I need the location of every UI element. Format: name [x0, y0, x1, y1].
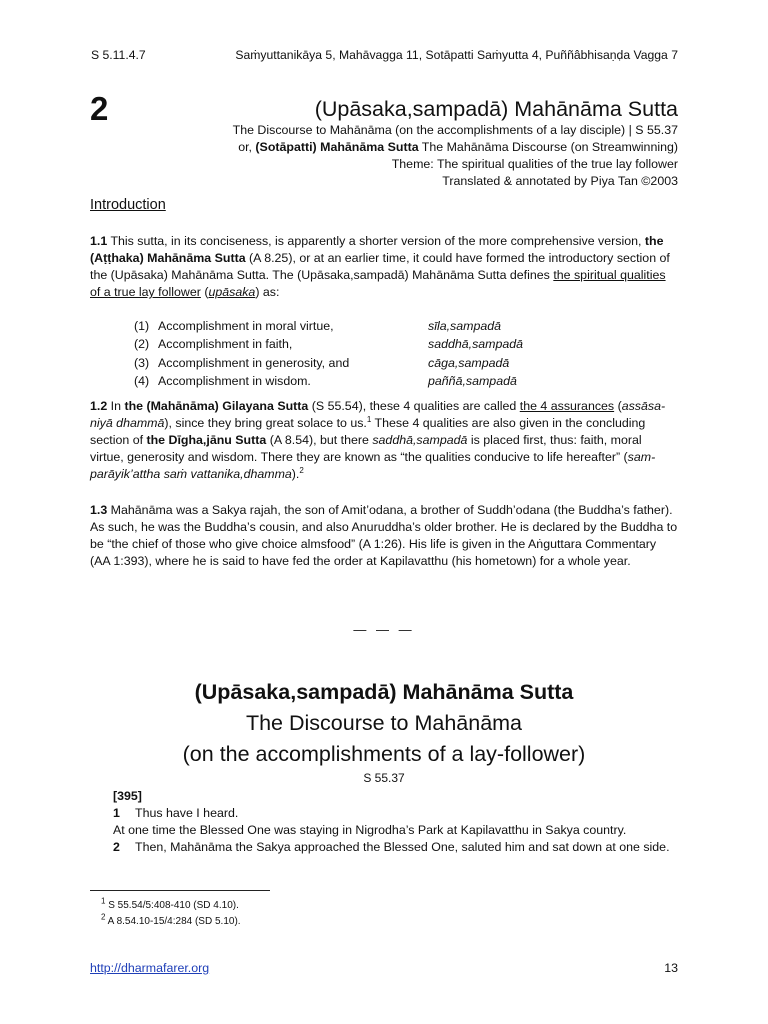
list-text: Accomplishment in wisdom.: [158, 374, 311, 389]
text-run: This sutta, in its conciseness, is apparently a shorter version of the more comprehensive version,: [107, 234, 645, 248]
paragraph-1-1: [90, 233, 678, 301]
footnote-rule: [90, 890, 270, 891]
footnote-1: [101, 896, 239, 912]
text-run: (A 8.25), or at an earlier time, it could have formed the introductory section of the (Upāsaka) Mahānāma Sutta. The (Upāsaka,sampadā) Mahānāma Sutta defines: [90, 251, 670, 282]
list-item: [134, 317, 554, 335]
verse-number: 2: [113, 840, 120, 854]
list-item: [134, 372, 554, 390]
verse-2: [113, 839, 693, 856]
list-pali: cāga,sampadā: [428, 355, 510, 370]
text-run: (: [614, 399, 622, 413]
text-run: (S 55.54), these 4 qualities are called: [308, 399, 520, 413]
alt-title: (Sotāpatti) Mahānāma Sutta: [255, 140, 419, 154]
page-title: (Upāsaka,sampadā) Mahānāma Sutta: [314, 97, 678, 121]
section-heading-introduction: Introduction: [90, 197, 166, 213]
subtitle-line-1: The Discourse to Mahānāma (on the accomplishments of a lay disciple) | S 55.37: [232, 123, 678, 137]
list-text: Accomplishment in generosity, and: [158, 355, 350, 370]
list-item: [134, 335, 554, 353]
pali-term: sam-parāyik’attha saṁ vattanika,dhamma: [90, 450, 656, 481]
header-reference: S 5.11.4.7: [91, 48, 146, 62]
pali-term: assāsa-niyā dhammā: [90, 399, 666, 430]
emphasis-underline: the spiritual qualities of a true lay follower: [90, 268, 666, 299]
chapter-number: 2: [90, 90, 109, 127]
verse-text: Thus have I heard.: [135, 806, 239, 820]
list-number: (2): [134, 337, 150, 352]
list-text: Accomplishment in moral virtue,: [158, 319, 334, 333]
footnote-mark: 1: [101, 896, 106, 906]
text-run: In: [107, 399, 125, 413]
translation-subtitle-2: (on the accomplishments of a lay-follower): [182, 742, 586, 766]
subtitle-line-2-prefix: or,: [238, 140, 256, 154]
translation-subtitle: The Discourse to Mahānāma: [245, 711, 523, 735]
list-number: (3): [134, 355, 150, 370]
para-number: 1.3: [90, 503, 108, 517]
page-header: [91, 48, 678, 64]
para-number: 1.1: [90, 234, 108, 248]
list-pali: paññā,sampadā: [428, 374, 517, 389]
list-item: [134, 354, 554, 372]
footnote-ref-1[interactable]: 1: [366, 414, 372, 424]
text-run: is placed first, thus: faith, moral virtue, generosity and wisdom. There they are known as “the qualities conducive to life hereafter” (: [90, 433, 642, 464]
verse-number: 1: [113, 806, 120, 820]
page-marker: [395]: [113, 789, 142, 803]
verse-1: [113, 805, 693, 822]
section-divider: — — —: [353, 622, 415, 637]
footnote-ref-2[interactable]: 2: [299, 465, 304, 475]
verse-text: Then, Mahānāma the Sakya approached the Blessed One, saluted him and sat down at one side.: [135, 840, 670, 854]
footnote-mark: 2: [101, 912, 106, 922]
text-run: ), since they bring great solace to us.: [164, 416, 367, 430]
text-run: ).: [291, 467, 300, 481]
text-run: Mahānāma was a Sakya rajah, the son of Amit’odana, a brother of Suddh’odana (the Buddha’s father). As such, he was the Buddha’s cousin, and also Anuruddha’s older brother. He is declared by the Buddha to be “the chief of those who give choice almsfood” (A 1:26). His life is given in the Aṅguttara Commentary (AA 1:393), where he is said to have fed the order at Kapilavatthu (his hometown) for a whole year.: [90, 503, 678, 568]
text-run: These 4 qualities are also given in the concluding section of: [90, 416, 646, 447]
paragraph-1-3: [90, 502, 678, 570]
list-number: (4): [134, 374, 150, 389]
translation-reference: S 55.37: [363, 771, 405, 785]
translation-title: (Upāsaka,sampadā) Mahānāma Sutta: [194, 680, 574, 704]
sutta-name: the (Mahānāma) Gilayana Sutta: [124, 399, 309, 413]
sutta-name: the (Aṭṭhaka) Mahānāma Sutta: [90, 234, 664, 265]
theme-line: Theme: The spiritual qualities of the true lay follower: [391, 157, 678, 171]
footnote-text: S 55.54/5:408-410 (SD 4.10).: [105, 900, 239, 911]
footer-link[interactable]: http://dharmafarer.org: [90, 961, 210, 975]
list-number: (1): [134, 319, 150, 333]
text-run: (A 8.54), but there: [266, 433, 373, 447]
pali-term: saddhā,sampadā: [372, 433, 468, 447]
qualities-list: [134, 317, 554, 391]
list-pali: saddhā,sampadā: [428, 337, 524, 352]
title-block: [118, 96, 678, 190]
sutta-name: the Dīgha,jānu Sutta: [146, 433, 267, 447]
emphasis-underline: the 4 assurances: [519, 399, 615, 413]
list-text: Accomplishment in faith,: [158, 337, 293, 352]
header-collection: Saṁyuttanikāya 5, Mahāvagga 11, Sotāpatti Saṁyutta 4, Puññâbhisaṇḍa Vagga 7: [235, 48, 678, 62]
verse-1-continued: At one time the Blessed One was staying in Nigrodha’s Park at Kapilavatthu in Sakya country.: [113, 823, 627, 837]
subtitle-line-2: [118, 139, 678, 156]
footnote-text: A 8.54.10-15/4:284 (SD 5.10).: [105, 916, 241, 927]
translation-heading: [0, 677, 768, 786]
text-run: ) as:: [255, 285, 280, 299]
para-number: 1.2: [90, 399, 108, 413]
page-number: 13: [664, 961, 678, 975]
subtitle-line-2-suffix: The Mahānāma Discourse (on Streamwinning): [418, 140, 678, 154]
list-pali: sīla,sampadā: [428, 319, 502, 333]
translator-line: Translated & annotated by Piya Tan ©2003: [442, 174, 678, 188]
text-run: (: [200, 285, 209, 299]
pali-term: upāsaka: [208, 285, 256, 299]
footnote-2: [101, 912, 241, 928]
paragraph-1-2: [90, 398, 678, 483]
